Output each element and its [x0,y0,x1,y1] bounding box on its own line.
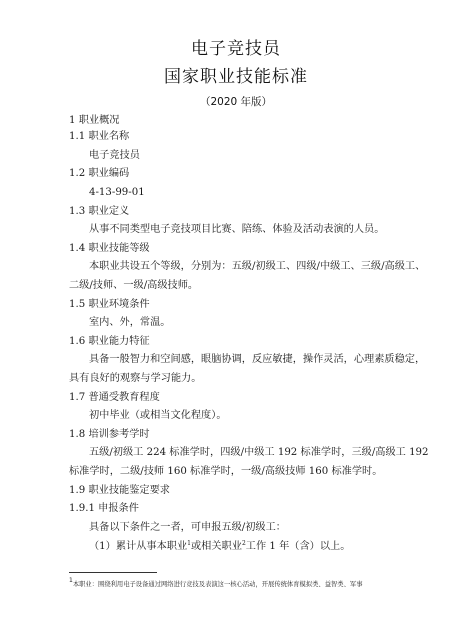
document-title: 电子竞技员 [191,39,281,59]
heading-1-7: 1.7 普通受教育程度 [69,392,160,403]
footnote-divider [69,572,157,573]
document-subtitle: 国家职业技能标准 [164,67,308,87]
occupation-definition: 从事不同类型电子竞技项目比赛、陪练、体验及活动表演的人员。 [89,224,385,235]
footnote-ref-1: 1 [187,540,191,547]
heading-1-4: 1.4 职业技能等级 [69,243,150,254]
edition-label: （2020 年版） [199,96,273,108]
occupation-name: 电子竞技员 [89,150,140,161]
training-hours-line-2: 标准学时，二级/技师 160 标准学时，一级/高级技师 160 标准学时。 [69,466,383,477]
heading-1: 1 职业概况 [69,115,120,126]
condition-1-part-b: 或相关职业 [191,541,242,552]
heading-1-5: 1.5 职业环境条件 [69,299,150,310]
heading-1-2: 1.2 职业编码 [69,168,130,179]
application-intro: 具备以下条件之一者，可申报五级/初级工： [89,522,286,533]
occupation-code: 4-13-99-01 [89,187,145,198]
footnote [69,579,362,588]
condition-1-part-a: （1）累计从事本职业 [89,541,188,552]
heading-1-9-1: 1.9.1 申报条件 [69,503,139,514]
ability-line-1: 具备一般智力和空间感，眼脑协调，反应敏捷，操作灵活，心理素质稳定， [89,354,426,365]
condition-1 [89,540,350,554]
footnote-mark: 1 [69,577,73,584]
heading-1-6: 1.6 职业能力特征 [69,336,150,347]
skill-levels-line-1: 本职业共设五个等级，分别为：五级/初级工、四级/中级工、三级/高级工、 [89,261,426,272]
environment-conditions: 室内、外，常温。 [89,317,171,328]
heading-1-9: 1.9 职业技能鉴定要求 [69,485,170,496]
training-hours-line-1: 五级/初级工 224 标准学时，四级/中级工 192 标准学时，三级/高级工 192 [89,447,429,458]
heading-1-1: 1.1 职业名称 [69,131,130,142]
ability-line-2: 具有良好的观察与学习能力。 [69,373,202,384]
education-level: 初中毕业（或相当文化程度）。 [89,410,227,421]
footnote-ref-2: 2 [241,540,246,547]
heading-1-8: 1.8 培训参考学时 [69,429,150,440]
skill-levels-line-2: 二级/技师、一级/高级技师。 [69,280,199,291]
footnote-text: 本职业：围绕利用电子设备通过网络进行竞技及表演这一核心活动，开展传统体育模拟类、益智类、军事 [72,581,363,588]
heading-1-3: 1.3 职业定义 [69,206,130,217]
condition-1-part-c: 工作 1 年（含）以上。 [245,541,351,552]
